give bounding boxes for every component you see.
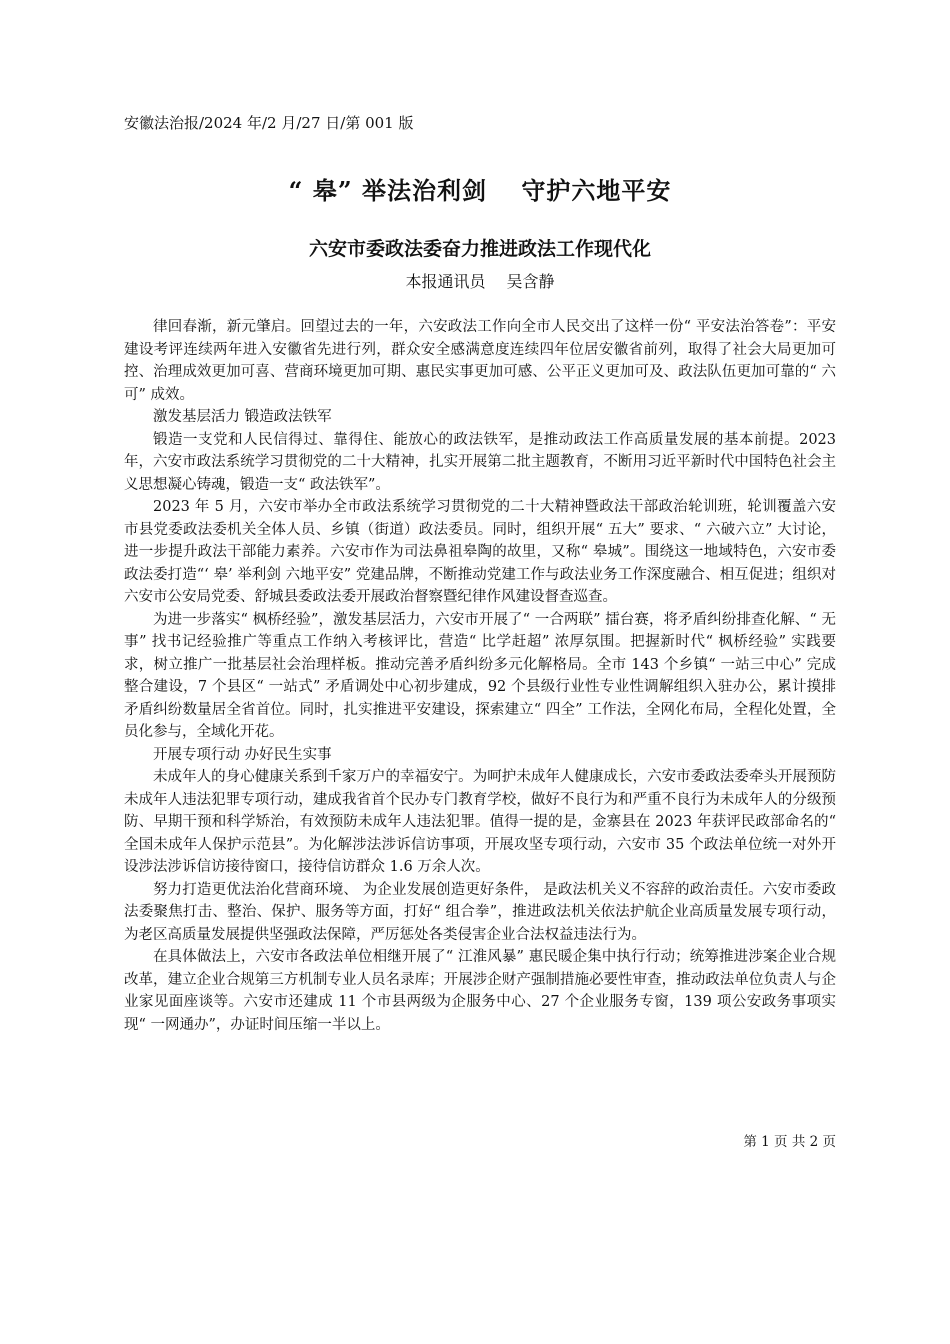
article-paragraph: 努力打造更优法治化营商环境、 为企业发展创造更好条件， 是政法机关义不容辞的政治责任。六安市委政法委聚焦打击、整治、保护、服务等方面，打好“ 组合拳”，推进政法机关依法护航企业高质量发展专项行动，为老区高质量发展提供坚强政法保障，严厉惩处各类侵害企业合法权益违法行为。 bbox=[124, 881, 836, 943]
article-paragraph: 在具体做法上，六安市各政法单位相继开展了“ 江淮风暴” 惠民暖企集中执行行动；统筹推进涉案企业合规改革，建立企业合规第三方机制专业人员名录库；开展涉企财产强制措施必要性审查，推动政法单位负责人与企业家见面座谈等。六安市还建成 11 个市县两级为企服务中心、27 个企业服务专窗，139 项公安政务事项实现“ 一网通办”，办证时间压缩一半以上。 bbox=[124, 949, 836, 1033]
section-heading: 激发基层活力 锻造政法铁军 bbox=[153, 409, 332, 425]
article-title: “ 皋” 举法治利剑 守护六地平安 bbox=[288, 176, 672, 206]
article-body bbox=[124, 316, 836, 1036]
page-number: 第 1 页 共 2 页 bbox=[743, 1134, 836, 1150]
article-byline: 本报通讯员 吴含静 bbox=[405, 272, 555, 291]
article-subtitle: 六安市委政法委奋力推进政法工作现代化 bbox=[308, 237, 651, 260]
article-paragraph: 为进一步落实“ 枫桥经验”，激发基层活力，六安市开展了“ 一合两联” 擂台赛，将矛盾纠纷排查化解、“ 无事” 找书记经验推广等重点工作纳入考核评比，营造“ 比学赶超” 浓厚氛围。把握新时代“ 枫桥经验” 实践要求，树立推广一批基层社会治理样板。推动完善矛盾纠纷多元化解格局。全市 143 个乡镇“ 一站三中心” 完成整合建设，7 个县区“ 一站式” 矛盾调处中心初步建成，92 个县级行业性专业性调解组织入驻办公，累计摸排矛盾纠纷数量居全省首位。同时，扎实推进平安建设，探索建立“ 四全” 工作法，全网化布局，全程化处置，全员化参与，全域化开花。 bbox=[124, 611, 836, 740]
article-paragraph: 未成年人的身心健康关系到千家万户的幸福安宁。为呵护未成年人健康成长，六安市委政法委牵头开展预防未成年人违法犯罪专项行动，建成我省首个民办专门教育学校，做好不良行为和严重不良行为未成年人的分级预防、早期干预和科学矫治，有效预防未成年人违法犯罪。值得一提的是，金寨县在 2023 年获评民政部命名的“ 全国未成年人保护示范县”。为化解涉法涉诉信访事项，开展攻坚专项行动，六安市 35 个政法单位统一对外开设涉法涉诉信访接待窗口，接待信访群众 1.6 万余人次。 bbox=[124, 769, 836, 875]
article-paragraph: 2023 年 5 月，六安市举办全市政法系统学习贯彻党的二十大精神暨政法干部政治轮训班，轮训覆盖六安市县党委政法委机关全体人员、乡镇（街道）政法委员。同时，组织开展“ 五大” 要求、“ 六破六立” 大讨论，进一步提升政法干部能力素养。六安市作为司法鼻祖皋陶的故里，又称“ 皋城”。围绕这一地域特色，六安市委政法委打造“‘ 皋’ 举利剑 六地平安” 党建品牌，不断推动党建工作与政法业务工作深度融合、相互促进；组织对六安市公安局党委、舒城县委政法委开展政治督察暨纪律作风建设督查巡查。 bbox=[124, 499, 836, 605]
article-paragraph: 锻造一支党和人民信得过、靠得住、能放心的政法铁军，是推动政法工作高质量发展的基本前提。2023 年，六安市政法系统学习贯彻党的二十大精神，扎实开展第二批主题教育，不断用习近平新时代中国特色社会主义思想凝心铸魂，锻造一支“ 政法铁军”。 bbox=[124, 431, 836, 493]
newspaper-source-line: 安徽法治报/2024 年/2 月/27 日/第 001 版 bbox=[124, 114, 414, 132]
section-heading: 开展专项行动 办好民生实事 bbox=[153, 746, 332, 763]
article-paragraph: 律回春渐，新元肇启。回望过去的一年，六安政法工作向全市人民交出了这样一份“ 平安法治答卷”：平安建设考评连续两年进入安徽省先进行列，群众安全感满意度连续四年位居安徽省前列，取得了社会大局更加可控、治理成效更加可喜、营商环境更加可期、惠民实事更加可感、公平正义更加可及、政法队伍更加可靠的“ 六可” 成效。 bbox=[124, 319, 836, 403]
